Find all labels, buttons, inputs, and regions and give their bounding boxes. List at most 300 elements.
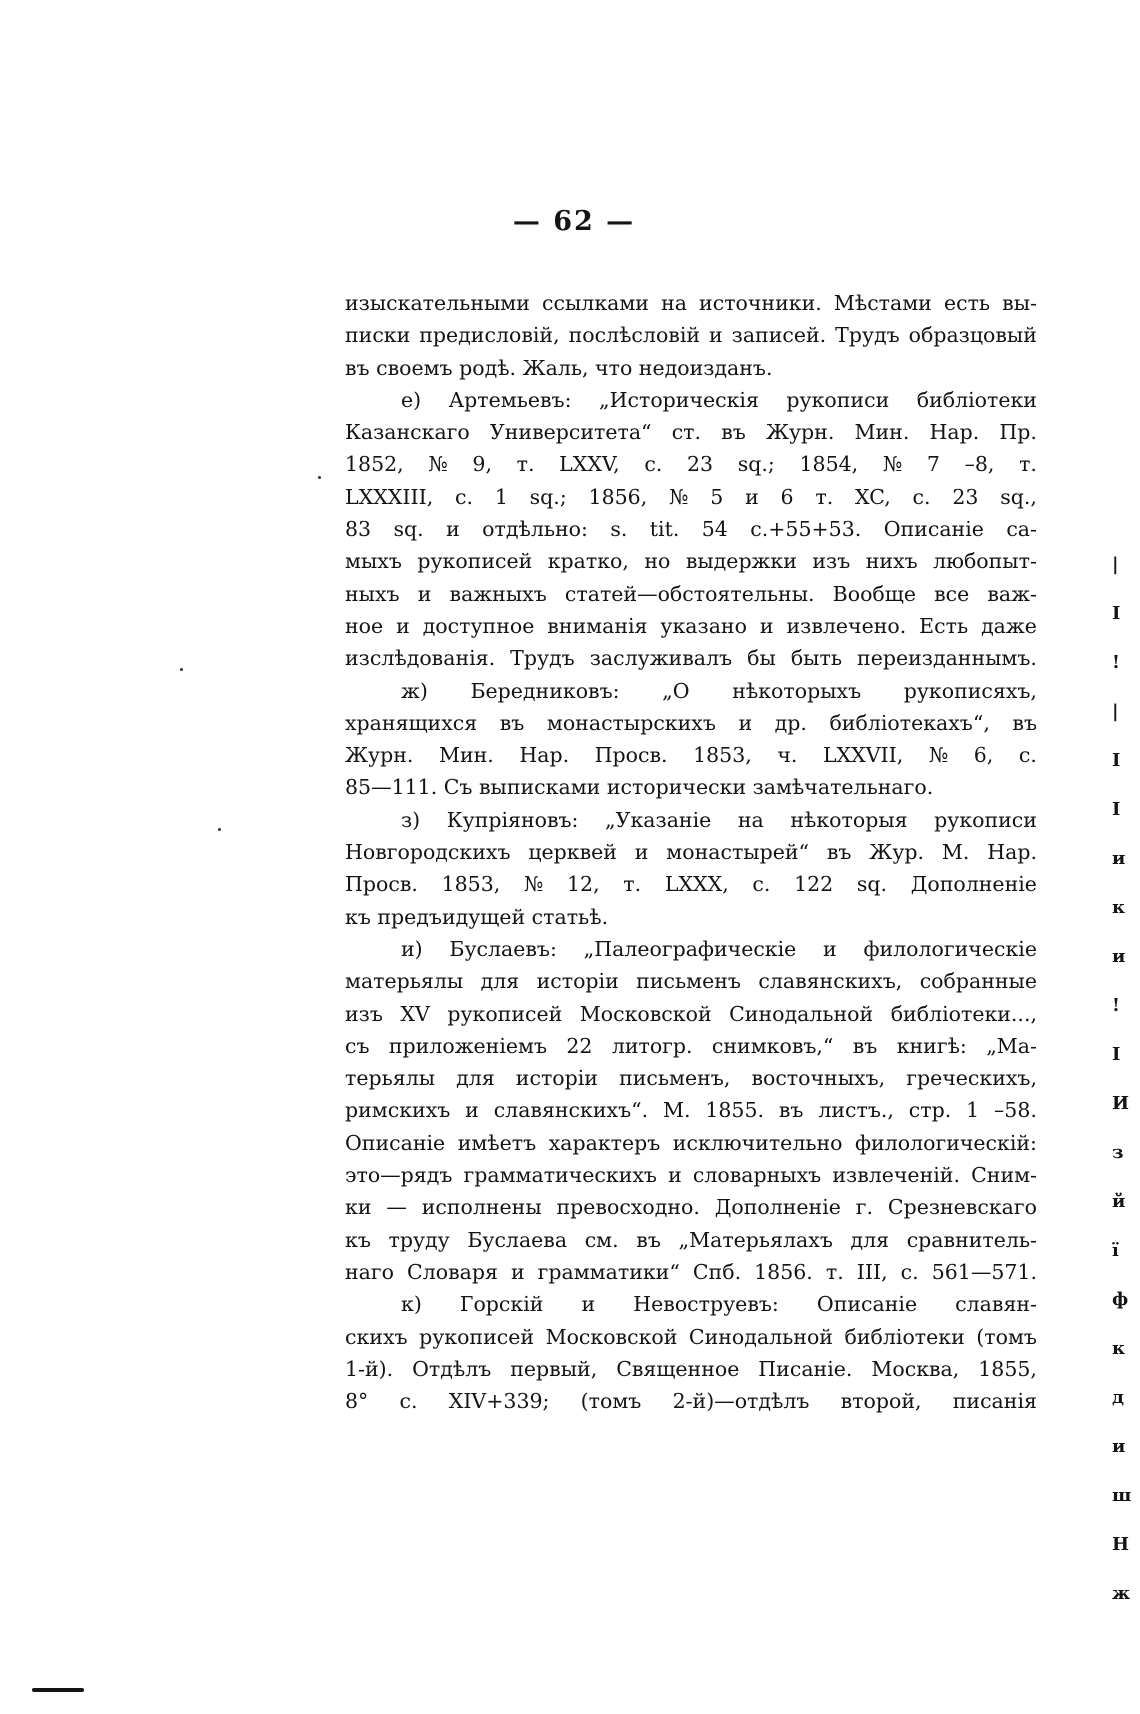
word: доступное xyxy=(422,613,535,638)
word: и xyxy=(634,840,649,865)
text-line xyxy=(345,675,1037,707)
word: Бередниковъ: xyxy=(470,678,620,703)
word: М. xyxy=(941,840,970,865)
word: 1 xyxy=(966,1098,980,1123)
text-line xyxy=(345,352,1037,384)
word: съ xyxy=(345,1033,370,1058)
word: Есть xyxy=(919,613,969,638)
word: славянскихъ“. xyxy=(493,1098,649,1123)
word: Буслаева xyxy=(467,1227,568,1252)
word: з) xyxy=(401,807,421,832)
text-line xyxy=(345,481,1037,513)
word: (томъ xyxy=(976,1324,1037,1349)
word: XV xyxy=(400,1001,430,1026)
word: Университета“ xyxy=(489,420,652,445)
word: 2-й)—отдѣлъ xyxy=(672,1389,810,1414)
word: въ xyxy=(636,1227,661,1252)
word: восточныхъ, xyxy=(751,1066,886,1091)
word: с. xyxy=(752,872,771,897)
word: письменъ xyxy=(636,969,741,994)
word: „Палеографическіе xyxy=(583,936,797,961)
word: Описаніе xyxy=(816,1292,918,1317)
word: 54 xyxy=(701,517,728,542)
word: Спб. xyxy=(692,1259,742,1284)
text-line xyxy=(345,448,1037,480)
word: Нар. xyxy=(987,840,1037,865)
word: къ xyxy=(345,1227,371,1252)
word: Просв. xyxy=(594,743,668,768)
text-line xyxy=(345,1094,1037,1126)
word: стр. xyxy=(908,1098,952,1123)
word: Мин. xyxy=(438,743,494,768)
text-line xyxy=(345,610,1037,642)
word: Вообще xyxy=(832,581,916,606)
word: и xyxy=(823,936,837,961)
word: въ xyxy=(852,1033,878,1058)
word: с.+55+53. xyxy=(750,517,862,542)
word: Казанскаго xyxy=(345,420,470,445)
left-margin-dash xyxy=(32,1688,84,1692)
margin-mark: | xyxy=(1112,701,1119,722)
word: въ xyxy=(826,840,852,865)
word: Москва, xyxy=(871,1356,960,1381)
word: нѣкоторыхъ xyxy=(732,678,862,703)
word: –58. xyxy=(994,1098,1037,1123)
word: LXXVII, xyxy=(822,743,904,768)
text-line xyxy=(345,771,1037,803)
word: 5 xyxy=(710,484,724,509)
word: есть xyxy=(943,291,991,315)
word: III, xyxy=(856,1259,888,1284)
word: „Ма- xyxy=(986,1033,1037,1058)
text-line xyxy=(345,1191,1037,1223)
margin-mark: д xyxy=(1112,1387,1124,1408)
word: записей. xyxy=(731,323,827,348)
word: 1856. xyxy=(754,1259,813,1284)
text-line xyxy=(345,1127,1037,1159)
word: характеръ xyxy=(548,1130,661,1155)
word: sq. xyxy=(393,517,424,542)
word: но xyxy=(644,549,671,574)
margin-mark: И xyxy=(1112,1093,1130,1114)
word: № xyxy=(928,743,949,768)
word: Новгородскихъ xyxy=(345,840,511,865)
word: „Указаніе xyxy=(605,807,712,832)
word: Журн. xyxy=(345,743,414,768)
word: Синодальной xyxy=(688,1324,833,1349)
word: сравнитель- xyxy=(906,1227,1037,1252)
word: М. xyxy=(662,1098,691,1123)
word: и) xyxy=(401,936,423,961)
line-text: въ своемъ родѣ. Жаль, что недоизданъ. xyxy=(345,355,773,380)
word: s. xyxy=(610,517,628,542)
word: LXXV, xyxy=(559,452,620,477)
word: Журн. xyxy=(765,420,835,445)
margin-mark: и xyxy=(1112,946,1126,967)
word: исполнены xyxy=(421,1195,542,1220)
word: са- xyxy=(1006,517,1037,542)
word: „Матерьялахъ xyxy=(678,1227,833,1252)
word: 23 xyxy=(952,484,979,509)
word: sq.; xyxy=(529,484,567,509)
word: статей—обстоятельны. xyxy=(564,581,815,606)
word: т. xyxy=(516,452,535,477)
word: 1 xyxy=(494,484,508,509)
word: sq. xyxy=(856,872,888,897)
word: извлечено. xyxy=(786,613,907,638)
text-block xyxy=(345,287,1037,1417)
word: предисловій, xyxy=(419,323,560,348)
word: въ xyxy=(1012,710,1037,735)
word: sq., xyxy=(1000,484,1037,509)
word: рукописей xyxy=(419,1324,535,1349)
word: славян- xyxy=(955,1292,1037,1317)
word: римскихъ xyxy=(345,1098,451,1123)
word: 1-й). xyxy=(345,1356,394,1381)
word: имѣетъ xyxy=(457,1130,537,1155)
word: превосходно. xyxy=(556,1195,700,1220)
text-line xyxy=(345,319,1037,351)
word: указано xyxy=(660,613,747,638)
word: вы- xyxy=(1002,291,1037,315)
word: 8° xyxy=(345,1389,369,1414)
word: „О xyxy=(662,678,690,703)
word: важныхъ xyxy=(449,581,547,606)
word: г. xyxy=(855,1195,874,1220)
word: Описаніе xyxy=(345,1130,446,1155)
word: Нар. xyxy=(929,420,980,445)
right-margin-bleed xyxy=(1112,540,1136,1618)
word: ки xyxy=(345,1195,372,1220)
word: образцовый xyxy=(908,323,1037,348)
word: письменъ, xyxy=(619,1066,731,1091)
word: славянскихъ, xyxy=(758,969,903,994)
word: Артемьевъ: xyxy=(448,387,572,412)
margin-mark: І xyxy=(1112,799,1121,820)
word: 12, xyxy=(567,872,600,897)
word: филологическіе xyxy=(863,936,1037,961)
margin-mark: ф xyxy=(1112,1289,1129,1310)
word: т. xyxy=(623,872,642,897)
word: Дополненіе xyxy=(714,1195,841,1220)
text-line xyxy=(345,868,1037,900)
word: № xyxy=(523,872,544,897)
word: изъ xyxy=(812,549,851,574)
word: № xyxy=(428,452,448,477)
word: к) xyxy=(401,1292,422,1317)
word: 23 xyxy=(687,452,714,477)
word: 83 xyxy=(345,517,372,542)
margin-mark: и xyxy=(1112,1436,1126,1457)
text-line xyxy=(345,707,1037,739)
word: 22 xyxy=(566,1033,593,1058)
word: наго xyxy=(345,1259,394,1284)
word: и xyxy=(709,323,723,348)
word: XIV+339; xyxy=(448,1389,550,1414)
word: въ xyxy=(721,420,746,445)
word: е) xyxy=(401,387,422,412)
word: 1854, xyxy=(799,452,859,477)
word: хранящихся xyxy=(345,710,478,735)
word: все xyxy=(934,581,970,606)
word: монастырей“ xyxy=(666,840,810,865)
word: листъ., xyxy=(818,1098,894,1123)
word: исторіи xyxy=(536,969,619,994)
margin-mark: к xyxy=(1112,897,1125,918)
word: изслѣдованія. xyxy=(345,646,496,671)
word: приложеніемъ xyxy=(388,1033,548,1058)
word: 1853, xyxy=(441,872,501,897)
line-text: 85—111. Съ выписками исторически замѣчательнаго. xyxy=(345,775,934,800)
word: это—рядъ xyxy=(345,1163,453,1188)
word: и xyxy=(738,710,753,735)
word: др. xyxy=(774,710,807,735)
word: т. xyxy=(1019,452,1037,477)
word: и xyxy=(581,1292,596,1317)
word: библіотеки xyxy=(844,1324,965,1349)
word: въ xyxy=(778,1098,804,1123)
word: труду xyxy=(388,1227,450,1252)
word: т. xyxy=(825,1259,844,1284)
margin-mark: ! xyxy=(1112,995,1120,1016)
word: Московской xyxy=(579,1001,712,1026)
word: Сним- xyxy=(971,1163,1037,1188)
word: рукописи xyxy=(786,387,890,412)
margin-mark: І xyxy=(1112,1044,1121,1065)
paper-speck xyxy=(180,668,183,671)
word: для xyxy=(850,1227,890,1252)
word: и xyxy=(510,1259,525,1284)
text-line xyxy=(345,1256,1037,1288)
text-line xyxy=(345,1062,1037,1094)
word: библіотеки xyxy=(916,387,1037,412)
word: XC, xyxy=(855,484,891,509)
word: выдержки xyxy=(685,549,797,574)
word: въ xyxy=(499,710,525,735)
word: библіотекахъ“, xyxy=(829,710,990,735)
word: отдѣльно: xyxy=(482,517,588,542)
word: греческихъ, xyxy=(906,1066,1037,1091)
margin-mark: І xyxy=(1112,750,1121,771)
word: sq.; xyxy=(737,452,775,477)
word: Трудъ xyxy=(510,646,575,671)
word: Нар. xyxy=(519,743,570,768)
word: Дополненіе xyxy=(910,872,1037,897)
word: кратко, xyxy=(547,549,629,574)
text-line xyxy=(345,578,1037,610)
text-line xyxy=(345,1030,1037,1062)
word: (томъ xyxy=(580,1389,642,1414)
word: Горскій xyxy=(459,1292,544,1317)
word: LXXX, xyxy=(664,872,729,897)
word: книгѣ: xyxy=(896,1033,967,1058)
margin-mark: и xyxy=(1112,848,1126,869)
word: — xyxy=(386,1195,407,1220)
word: с. xyxy=(1018,743,1037,768)
margin-mark: Н xyxy=(1112,1534,1130,1555)
word: на xyxy=(661,291,687,315)
line-text: къ предъидущей статьѣ. xyxy=(345,904,609,929)
margin-mark: ш xyxy=(1112,1485,1132,1506)
word: 122 xyxy=(794,872,834,897)
word: № xyxy=(669,484,689,509)
word: скихъ xyxy=(345,1324,408,1349)
word: Мѣстами xyxy=(833,291,932,315)
text-line xyxy=(345,1385,1037,1417)
word: и xyxy=(668,1163,682,1188)
word: Словаря xyxy=(407,1259,498,1284)
word: Трудъ xyxy=(835,323,900,348)
word: рукописей xyxy=(447,1001,563,1026)
word: т. xyxy=(815,484,834,509)
word: для xyxy=(456,1066,495,1091)
word: терьялы xyxy=(345,1066,436,1091)
paper-speck xyxy=(318,476,321,479)
margin-mark: | xyxy=(1112,554,1119,575)
word: Синодальной xyxy=(729,1001,874,1026)
word: даже xyxy=(981,613,1037,638)
text-line xyxy=(345,1353,1037,1385)
word: переизданнымъ. xyxy=(857,646,1037,671)
text-line xyxy=(345,998,1037,1030)
word: LXXXIII, xyxy=(345,484,434,509)
word: ч. xyxy=(777,743,798,768)
word: извлеченій. xyxy=(832,1163,960,1188)
word: Священное xyxy=(616,1356,740,1381)
margin-mark: ж xyxy=(1112,1583,1131,1604)
word: изъ xyxy=(345,1001,383,1026)
paper-speck xyxy=(218,828,221,831)
word: Писаніе. xyxy=(758,1356,853,1381)
word: исторіи xyxy=(515,1066,598,1091)
word: послѣсловій xyxy=(568,323,701,348)
word: библіотеки..., xyxy=(890,1001,1037,1026)
word: с. xyxy=(912,484,931,509)
word: собранные xyxy=(919,969,1037,994)
margin-mark: І xyxy=(1112,603,1121,624)
text-line xyxy=(345,513,1037,545)
word: 561—571. xyxy=(931,1259,1037,1284)
text-line xyxy=(345,965,1037,997)
word: рукописяхъ, xyxy=(903,678,1037,703)
word: на xyxy=(737,807,764,832)
word: и xyxy=(446,517,460,542)
word: Пр. xyxy=(999,420,1037,445)
word: быть xyxy=(790,646,842,671)
text-line xyxy=(345,1224,1037,1256)
word: ж) xyxy=(401,678,428,703)
word: Буслаевъ: xyxy=(449,936,557,961)
text-line xyxy=(345,1321,1037,1353)
word: рукописей xyxy=(417,549,533,574)
word: ныхъ xyxy=(345,581,400,606)
margin-mark: й xyxy=(1112,1191,1126,1212)
text-line xyxy=(345,804,1037,836)
word: ст. xyxy=(671,420,702,445)
word: мыхъ xyxy=(345,549,402,574)
word: рукописи xyxy=(934,807,1037,832)
word: № xyxy=(882,452,903,477)
text-line xyxy=(345,739,1037,771)
word: снимковъ,“ xyxy=(711,1033,834,1058)
word: и xyxy=(396,613,410,638)
word: и xyxy=(759,613,774,638)
word: 6, xyxy=(973,743,994,768)
word: писанія xyxy=(952,1389,1037,1414)
word: Отдѣлъ xyxy=(412,1356,492,1381)
text-line xyxy=(345,836,1037,868)
word: –8, xyxy=(964,452,995,477)
word: второй, xyxy=(840,1389,922,1414)
margin-mark: з xyxy=(1112,1142,1124,1163)
word: вниманія xyxy=(547,613,648,638)
word: „Историческія xyxy=(599,387,759,412)
word: tit. xyxy=(649,517,680,542)
word: первый, xyxy=(510,1356,598,1381)
word: 1855, xyxy=(978,1356,1037,1381)
word: Мин. xyxy=(854,420,910,445)
word: с. xyxy=(644,452,663,477)
word: Описаніе xyxy=(883,517,984,542)
word: литогр. xyxy=(611,1033,693,1058)
word: 1855. xyxy=(705,1098,765,1123)
margin-mark: к xyxy=(1112,1338,1125,1359)
word: см. xyxy=(584,1227,619,1252)
word: с. xyxy=(455,484,474,509)
word: Просв. xyxy=(345,872,418,897)
text-line xyxy=(345,287,1037,319)
word: 7 xyxy=(926,452,940,477)
text-line xyxy=(345,642,1037,674)
word: Невоструевъ: xyxy=(633,1292,779,1317)
word: матерьялы xyxy=(345,969,464,994)
text-line xyxy=(345,416,1037,448)
word: 6 xyxy=(780,484,794,509)
word: 9, xyxy=(472,452,492,477)
text-line xyxy=(345,1159,1037,1191)
word: с. xyxy=(900,1259,919,1284)
word: Жур. xyxy=(869,840,925,865)
text-line xyxy=(345,901,1037,933)
word: нѣкоторыя xyxy=(790,807,908,832)
word: Московской xyxy=(545,1324,678,1349)
text-line xyxy=(345,1288,1037,1320)
word: филологическій: xyxy=(855,1130,1037,1155)
word: важ- xyxy=(987,581,1037,606)
word: грамматики“ xyxy=(537,1259,680,1284)
word: нихъ xyxy=(865,549,918,574)
text-line xyxy=(345,933,1037,965)
word: и xyxy=(745,484,759,509)
word: источники. xyxy=(699,291,822,315)
word: монастырскихъ xyxy=(546,710,716,735)
word: словарныхъ xyxy=(692,1163,822,1188)
word: Купріяновъ: xyxy=(446,807,579,832)
word: для xyxy=(480,969,520,994)
word: ссылками xyxy=(542,291,649,315)
word: изыскательными xyxy=(345,291,530,315)
word: писки xyxy=(345,323,411,348)
word: любопыт- xyxy=(933,549,1037,574)
word: бы xyxy=(747,646,776,671)
text-line xyxy=(345,384,1037,416)
word: церквей xyxy=(528,840,617,865)
word: 1852, xyxy=(345,452,404,477)
word: 1853, xyxy=(693,743,752,768)
word: ное xyxy=(345,613,384,638)
word: Срезневскаго xyxy=(887,1195,1037,1220)
word: заслуживалъ xyxy=(589,646,733,671)
